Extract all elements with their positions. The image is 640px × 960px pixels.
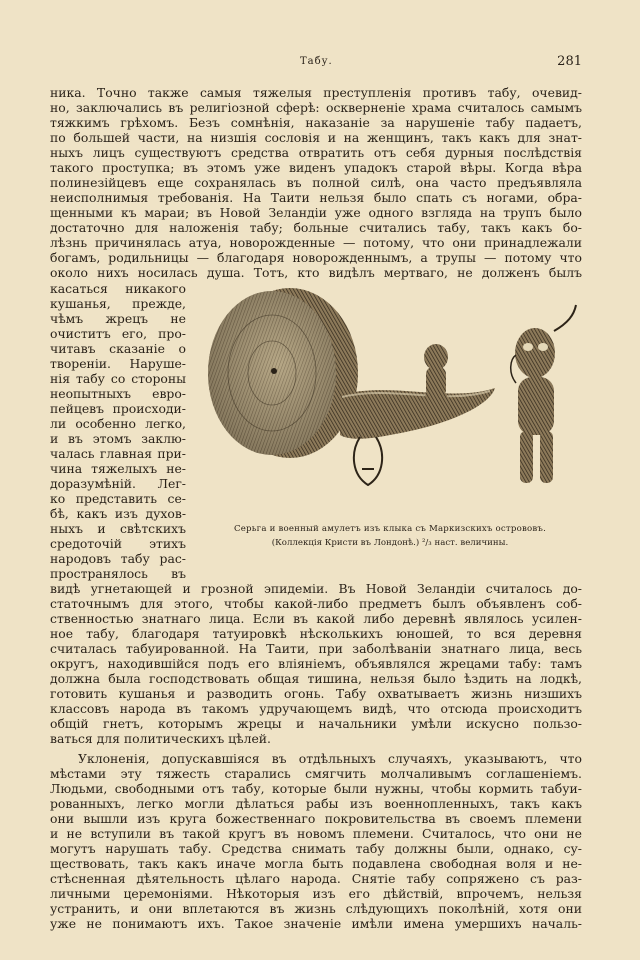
text-line: касаться никакого xyxy=(50,281,186,296)
text-line: ществовать, такъ какъ иначе могла быть подавлена свободная воля и не- xyxy=(50,856,582,871)
text-line: уже не понимаютъ ихъ. Такое значеніе имѣли имена умершихъ началь- xyxy=(50,916,582,931)
text-line: тяжкимъ грѣхомъ. Безъ сомнѣнія, наказаніе за нарушеніе табу падаетъ, xyxy=(50,115,582,130)
text-line: устранить, и они вплетаются въ жизнь слѣдующихъ поколѣній, хотя они xyxy=(50,901,582,916)
text-line: твореніи. Наруше- xyxy=(50,356,186,371)
text-line: они вышли изъ круга божественнаго покровительства въ своемъ племени xyxy=(50,811,582,826)
text-line: ко представить се- xyxy=(50,491,186,506)
text-line: рованныхъ, легко могли дѣлаться рабы изъ военнопленныхъ, такъ какъ xyxy=(50,796,582,811)
text-line: чѣмъ жрецъ не xyxy=(50,311,186,326)
text-line: ственностью знатнаго лица. Если въ какой либо деревнѣ являлось усилен- xyxy=(50,611,582,626)
text-line: чалась главная при- xyxy=(50,446,186,461)
text-line: ныхъ и свѣтскихъ xyxy=(50,521,186,536)
text-line: считалась табуированной. На Таити, при заболѣваніи знатнаго лица, весь xyxy=(50,641,582,656)
text-line: ника. Точно также самыя тяжелыя преступленія противъ табу, очевид- xyxy=(50,85,582,100)
text-line: неисполнимыя требованія. На Таити нельзя было спать съ ногами, обра- xyxy=(50,190,582,205)
text-line: но, заключались въ религіозной сферѣ: оскверненіе храма считалось самымъ xyxy=(50,100,582,115)
text-line: и не вступили въ такой кругъ въ новомъ племени. Считалось, что они не xyxy=(50,826,582,841)
text-line: народовъ табу рас- xyxy=(50,551,186,566)
text-line: пейцевъ происходи- xyxy=(50,401,186,416)
text-line: такого проступка; въ этомъ уже виденъ упадокъ старой вѣры. Когда вѣра xyxy=(50,160,582,175)
text-line: читавъ сказаніе о xyxy=(50,341,186,356)
text-line: щенными къ мараи; въ Новой Зеландіи уже одного взгляда на трупъ было xyxy=(50,205,582,220)
page-number: 281 xyxy=(557,54,582,69)
text-line: кушанья, прежде, xyxy=(50,296,186,311)
figure-caption-note: (Коллекція Кристи въ Лондонѣ.) ²/₃ наст. величины. xyxy=(271,538,509,548)
text-line: могутъ нарушать табу. Средства снимать табу должны были, однако, су- xyxy=(50,841,582,856)
earring-amulet-illustration xyxy=(190,285,590,510)
text-line: ныхъ лицъ существуютъ средства отвратить отъ себя дурныя послѣдствія xyxy=(50,145,582,160)
text-line: Уклоненія, допускавшіяся въ отдѣльныхъ случаяхъ, указываютъ, что xyxy=(78,751,582,766)
text-line: около нихъ носилась душа. Тотъ, кто видѣлъ мертваго, не долженъ былъ xyxy=(50,265,582,280)
text-line: по большей части, на низшія сословія и на женщинъ, такъ какъ для знат- xyxy=(50,130,582,145)
text-line: видѣ угнетающей и грозной эпидеміи. Въ Новой Зеландіи считалось до- xyxy=(50,581,582,596)
text-line: классовъ народа въ такомъ удручающемъ видѣ, что отсюда происходитъ xyxy=(50,701,582,716)
running-title: Табу. xyxy=(300,56,333,67)
text-line: бѣ, какъ изъ духов- xyxy=(50,506,186,521)
text-line: доразумѣній. Лег- xyxy=(50,476,186,491)
text-line: общій гнетъ, которымъ жрецы и начальники умѣли искусно пользо- xyxy=(50,716,582,731)
text-line: и въ этомъ заклю- xyxy=(50,431,186,446)
text-line: пространялось въ xyxy=(50,566,186,581)
text-line: Людьми, свободными отъ табу, которые были нужны, чтобы кормить табуи- xyxy=(50,781,582,796)
text-line: чина тяжелыхъ не- xyxy=(50,461,186,476)
text-line: ли особенно легко, xyxy=(50,416,186,431)
figure-caption: Серьга и военный амулетъ изъ клыка съ Маркизскихъ острововъ. xyxy=(233,524,547,534)
text-line: ваться для политическихъ цѣлей. xyxy=(50,731,271,746)
text-line: округъ, находившійся подъ его вліяніемъ, объявлялся жрецами табу: тамъ xyxy=(50,656,582,671)
text-line: средоточій этихъ xyxy=(50,536,186,551)
text-line: полинезійцевъ еще сохранялась въ полной силѣ, она часто предъявляла xyxy=(50,175,582,190)
text-line: мѣстами эту тяжесть старались смягчить молчаливымъ соглашеніемъ. xyxy=(50,766,582,781)
text-line: готовить кушанья и разводить огонь. Табу охватываетъ жизнь низшихъ xyxy=(50,686,582,701)
text-line: личными церемоніями. Нѣкоторыя изъ его дѣйствій, впрочемъ, нельзя xyxy=(50,886,582,901)
running-header xyxy=(0,56,640,72)
text-line: очиститъ его, про- xyxy=(50,326,186,341)
text-line: неопытныхъ евро- xyxy=(50,386,186,401)
text-line: стѣсненная дѣятельность цѣлаго народа. Снятіе табу сопряжено съ раз- xyxy=(50,871,582,886)
text-line: нія табу со стороны xyxy=(50,371,186,386)
text-line: должна была господствовать общая тишина, нельзя было ѣздить на лодкѣ, xyxy=(50,671,582,686)
text-line: достаточно для наложенія табу; больные считались табу, такъ какъ бо- xyxy=(50,220,582,235)
text-line: ное табу, благодаря татуировкѣ нѣсколькихъ юношей, то вся деревня xyxy=(50,626,582,641)
text-line: статочнымъ для этого, чтобы какой-либо предметъ былъ объявленъ соб- xyxy=(50,596,582,611)
text-line: богамъ, родильницы — благодаря новорожденнымъ, а трупы — потому что xyxy=(50,250,582,265)
text-line: лѣзнь причинялась атуа, новорожденные — потому, что они принадлежали xyxy=(50,235,582,250)
